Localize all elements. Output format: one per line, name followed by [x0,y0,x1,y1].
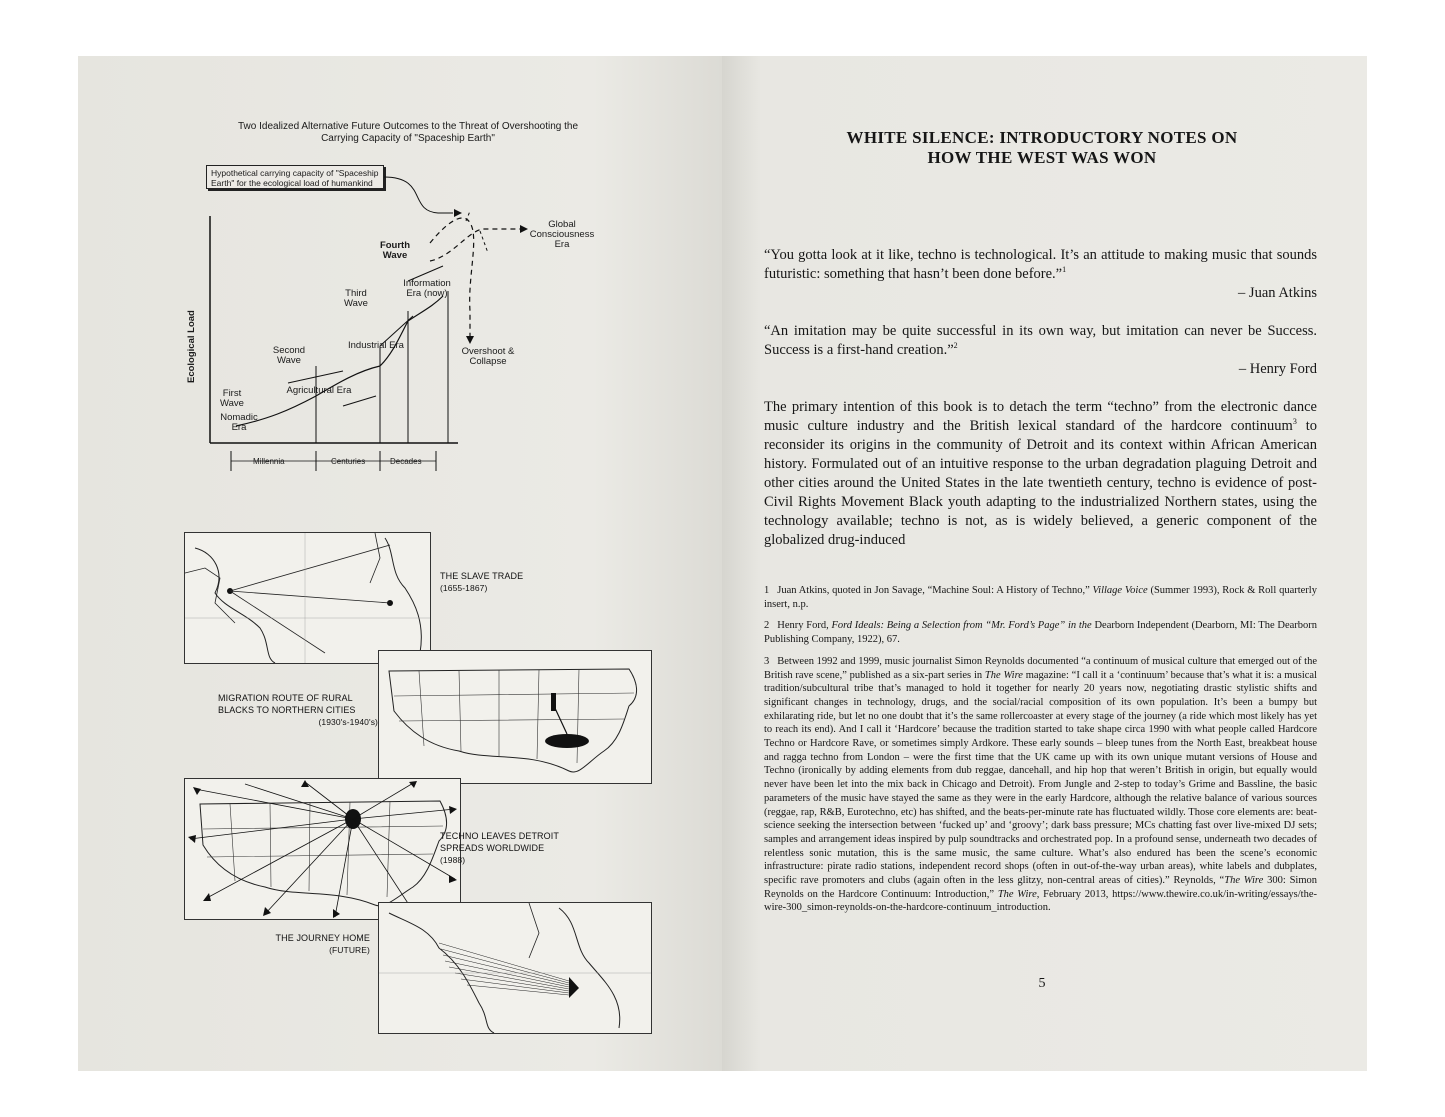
scale-decades: Decades [390,457,422,466]
label-fourth-wave: Fourth Wave [379,240,411,261]
label-overshoot-collapse: Overshoot & Collapse [461,346,515,367]
chapter-title-line-1: WHITE SILENCE: INTRODUCTORY NOTES ON [846,128,1238,147]
caption-migration [218,692,378,728]
footnote-2 [764,619,1317,646]
quote-2-footnote-ref: 2 [953,341,958,351]
caption-migration-dates: (1930's-1940's) [318,717,378,727]
carrying-capacity-box: Hypothetical carrying capacity of "Spaceship Earth" for the ecological load of humankind [206,165,384,189]
footnotes [764,584,1317,923]
footnote-3-italic-3: The Wire [997,888,1037,900]
body-paragraph [764,398,1317,550]
footnote-1-text-a: Juan Atkins, quoted in Jon Savage, “Machine Soul: A History of Techno,” [777,585,1093,596]
caption-journey-home-dates: (FUTURE) [329,945,370,955]
quote-1-text: “You gotta look at it like, techno is technological. It’s an attitude to making music that sounds futuristic: something that hasn’t been done before.” [764,247,1317,282]
map-slave-trade [184,532,431,664]
quote-1-footnote-ref: 1 [1062,265,1067,275]
quote-2-author: – Henry Ford [1238,361,1317,377]
footnote-1-number: 1 [764,585,770,596]
caption-techno [440,830,570,866]
epigraph-quote-2 [764,322,1317,360]
right-page [722,56,1367,1071]
body-text-part-1: The primary intention of this book is to detach the term “techno” from the electronic dance music culture industry and the British lexical standard of the hardcore continuum [764,399,1317,434]
caption-journey-home [260,932,370,956]
footnote-1-text-b: (Summer 1993), Rock & Roll quarterly insert, n.p. [764,585,1317,610]
label-second-wave: Second Wave [272,345,306,366]
footnote-3 [764,655,1317,915]
epigraph-quote-1 [764,246,1317,284]
label-information-era: Information Era (now) [403,278,451,299]
map-journey-home [378,902,652,1034]
label-agricultural-era: Agricultural Era [286,385,352,396]
history-maps [78,532,722,1012]
scale-centuries: Centuries [331,457,366,466]
footnote-3-number: 3 [764,655,770,667]
left-page [78,56,722,1071]
label-nomadic-era: Nomadic Era [220,412,258,433]
caption-slave-trade [440,570,523,594]
chapter-title-line-2: HOW THE WEST WAS WON [927,148,1157,167]
chapter-title [762,128,1322,168]
body-footnote-ref: 3 [1292,417,1297,427]
caption-migration-title: MIGRATION ROUTE OF RURAL BLACKS TO NORTHERN CITIES [218,693,356,715]
footnote-2-text-a: Henry Ford, [777,620,832,632]
scale-millennia: Millennia [253,457,285,466]
footnote-3-italic-2: The Wire [1224,875,1264,887]
footnote-3-text-b: magazine: “I call it a ‘continuum’ because that’s what it is: a musical tradition/subcultural tribe that’s managed to hold it together for nearly 20 years now, negotiating drastic stylistic shifts and significant changes in technology, drugs, and the social/racial composition of its own population. It’s been a bumpy but exhilarating ride, but let no one doubt that it’s the same rollercoaster at every stage of the journey (a ride which most likely has yet to reach its end). And I call it ‘Hardcore’ because the tradition started to take shape circa 1990 with what people called Hardcore Techno or Hardcore Rave, or sometimes simply Ardkore. These early sounds – bleep tunes from the North East, breakbeat house and ragga techno from London – were the first time that the UK came up with its own unique mutant versions of House and Techno (ironically by adding elements from dub reggae, dancehall, and hip hop that weren’t British in origin, but equally would never have been let into the mix back in Chicago and Detroit). From Jungle and 2-step to today’s Grime and Bassline, the basic parameters of the music have stayed the same as they were in the early Hardcore, although the relative balance of various sources (reggae, rap, R&B, Eurotechno, etc) has shifted, and the beats-per-minute rate has fluctuated wildly. Those core elements are: beat-science seeking the intersection between ‘fucked up’ and ‘groovy’; dark bass pressure; MCs chatting fast over live-mixed DJ sets; samples and arrangement ideas inspired by pulp soundtracks and orchestrated pop. In a profound sense, underneath two decades of relentless sonic mutation, this is the same music, the same culture. What’s also endured has been the scene’s economic infrastructure: pirate radio stations, independent record shops (often in out-of-the-way urban areas), white labels and dubplates, specific rave promoters and clubs (again often in the less glitzy, non-central areas of cities).” Reynolds, “ [764,669,1317,887]
label-first-wave: First Wave [220,388,244,409]
diagram-title: Two Idealized Alternative Future Outcomes to the Threat of Overshooting the Carrying Capacity of "Spaceship Earth" [238,121,578,144]
label-global-consciousness-era: Global Consciousness Era [529,219,595,250]
open-book [78,56,1367,1071]
body-text-part-2: to reconsider its origins in the community of Detroit and its context within African American history. Formulated out of an intuitive response to the urban degradation plaguing Detroit and other cities around the United States in the late twentieth century, techno is evidence of post-Civil Rights Movement Black youth adapting to the industrialized Northern states, using the technology available; techno is not, as is widely believed, a generic component of the globalized drug-induced [764,418,1317,548]
footnote-1-italic: Village Voice [1092,585,1148,596]
footnote-3-italic: The Wire [984,669,1023,681]
quote-1-author: – Juan Atkins [1238,285,1317,301]
caption-slave-trade-title: THE SLAVE TRADE [440,571,524,581]
footnote-2-text-b: Dearborn Independent (Dearborn, MI: The Dearborn Publishing Company, 1922), 67. [764,620,1318,646]
quote-2-text: “An imitation may be quite successful in its own way, but imitation can never be Success. Success is a first-hand creation.” [764,323,1317,358]
diagram-lines [168,121,608,551]
footnote-2-number: 2 [764,620,770,632]
caption-techno-title: TECHNO LEAVES DETROIT SPREADS WORLDWIDE [440,831,559,853]
caption-slave-trade-dates: (1655-1867) [440,583,488,593]
footnote-3-text-c: 300: Simon Reynolds on the Hardcore Continuum: Introduction,” [764,875,1317,900]
caption-techno-dates: (1988) [440,855,466,865]
caption-journey-home-title: THE JOURNEY HOME [275,933,370,943]
future-outcomes-diagram [168,121,608,551]
label-third-wave: Third Wave [344,288,368,309]
label-industrial-era: Industrial Era [348,340,404,351]
footnote-1 [764,584,1317,611]
footnote-3-text-d: , February 2013, https://www.thewire.co.uk/in-writing/essays/the-wire-300_simon-reynolds-on-the-hardcore-continuum_introduction. [764,888,1318,914]
footnote-3-text-a: Between 1992 and 1999, music journalist Simon Reynolds documented “a continuum of musical culture that emerged out of the British rave scene,” published as a six-part series in [764,655,1317,681]
map-techno-spreads [184,778,461,920]
map-migration-route [378,650,652,784]
footnote-2-italic: Ford Ideals: Being a Selection from “Mr. Ford’s Page” in the [831,620,1092,632]
y-axis-label: Ecological Load [186,310,197,383]
page-number: 5 [1038,976,1046,991]
